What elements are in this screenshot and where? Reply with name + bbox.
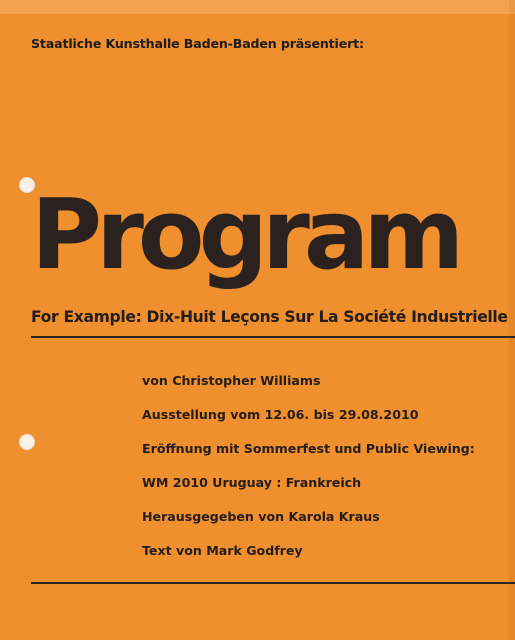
text-credit: Text von Mark Godfrey bbox=[142, 543, 303, 558]
paper-shade-top bbox=[0, 0, 515, 14]
bottom-divider bbox=[31, 582, 515, 584]
match-line: WM 2010 Uruguay : Frankreich bbox=[142, 475, 362, 490]
paper-shade-right bbox=[509, 0, 515, 640]
program-title: Program bbox=[31, 178, 459, 291]
exhibition-dates: Ausstellung vom 12.06. bis 29.08.2010 bbox=[142, 407, 419, 422]
presenter-line: Staatliche Kunsthalle Baden-Baden präsentiert: bbox=[31, 36, 364, 51]
title-divider bbox=[31, 336, 515, 338]
opening-event: Eröffnung mit Sommerfest und Public Viewing: bbox=[142, 441, 475, 456]
exhibition-title: For Example: Dix-Huit Leçons Sur La Société Industrielle bbox=[31, 308, 508, 326]
publication-details bbox=[142, 373, 475, 577]
artist-credit: von Christopher Williams bbox=[142, 373, 321, 388]
binder-hole-bottom bbox=[19, 434, 35, 450]
editor-credit: Herausgegeben von Karola Kraus bbox=[142, 509, 380, 524]
